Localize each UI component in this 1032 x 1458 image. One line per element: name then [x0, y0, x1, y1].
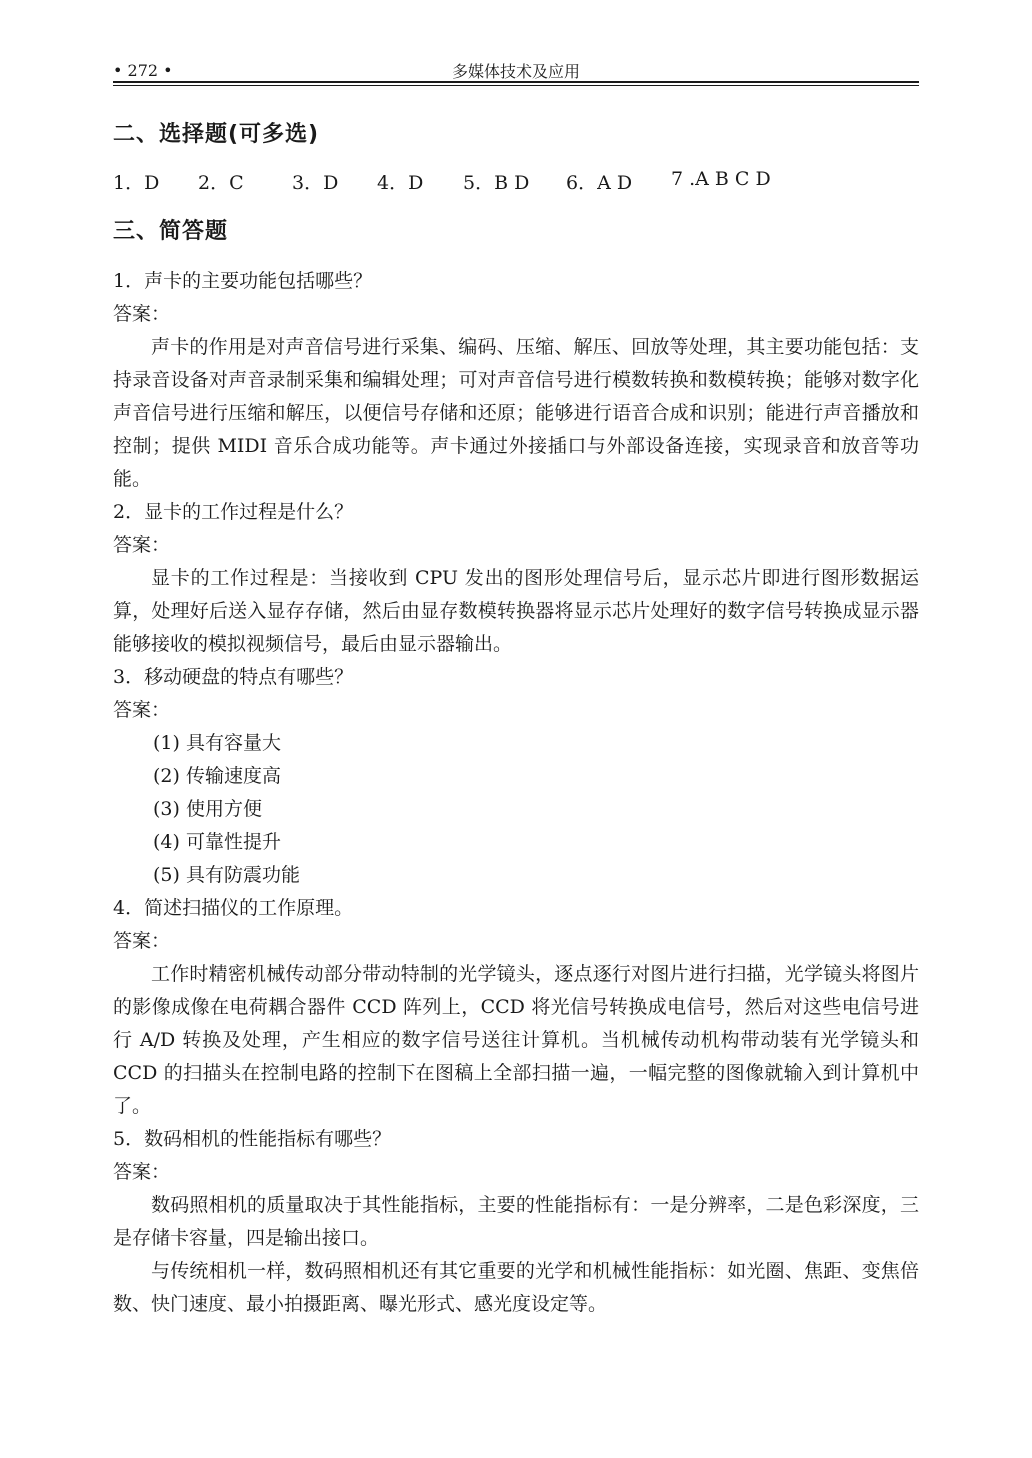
page-number: • 272 • [113, 61, 173, 80]
section-heading-multiple-choice: 二、选择题(可多选) [113, 122, 320, 147]
answer-5-paragraph-1: 数码照相机的质量取决于其性能指标，主要的性能指标有：一是分辨率，二是色彩深度，三是存储卡容量，四是输出接口。 [113, 1194, 919, 1249]
answer-2-paragraph: 显卡的工作过程是：当接收到 CPU 发出的图形处理信号后，显示芯片即进行图形数据运算，处理好后送入显存存储，然后由显存数模转换器将显示芯片处理好的数字信号转换成显示器能够接收的模拟视频信号，最后由显示器输出。 [113, 567, 919, 655]
section-heading-short-answer: 三、简答题 [113, 219, 229, 244]
short-answer-content [113, 265, 919, 1321]
list-item: (2) 传输速度高 [153, 765, 281, 787]
choice-answer-2: 2．C [198, 172, 244, 194]
question-5: 5．数码相机的性能指标有哪些？ [113, 1128, 392, 1150]
choice-answer-4: 4．D [377, 172, 424, 194]
page-header [113, 57, 919, 83]
header-rule-thick [113, 81, 919, 83]
list-item: (4) 可靠性提升 [153, 831, 281, 853]
answer-label-2: 答案： [113, 534, 171, 556]
list-item: (5) 具有防震功能 [153, 864, 300, 886]
answer-label-5: 答案： [113, 1161, 171, 1183]
choice-answer-7: 7 .A B C D [671, 168, 771, 190]
choice-answer-3: 3．D [292, 172, 339, 194]
header-rule-thin [113, 85, 919, 86]
answer-4-paragraph: 工作时精密机械传动部分带动特制的光学镜头，逐点逐行对图片进行扫描，光学镜头将图片的影像成像在电荷耦合器件 CCD 阵列上，CCD 将光信号转换成电信号，然后对这些电信号进行 A/D 转换及处理，产生相应的数字信号送往计算机。当机械传动机构带动装有光学镜头和 CCD 的扫描头在控制电路的控制下在图稿上全部扫描一遍，一幅完整的图像就输入到计算机中了。 [113, 963, 919, 1117]
answer-label-1: 答案： [113, 303, 171, 325]
choice-answer-6: 6．A D [566, 172, 633, 194]
running-title: 多媒体技术及应用 [451, 62, 580, 81]
answer-label-3: 答案： [113, 699, 171, 721]
question-3: 3．移动硬盘的特点有哪些？ [113, 666, 354, 688]
choice-answer-1: 1．D [113, 172, 160, 194]
question-1: 1．声卡的主要功能包括哪些？ [113, 270, 373, 292]
choice-answers [113, 168, 919, 196]
choice-answer-5: 5．B D [463, 172, 530, 194]
answer-label-4: 答案： [113, 930, 171, 952]
question-4: 4．简述扫描仪的工作原理。 [113, 897, 354, 919]
list-item: (3) 使用方便 [153, 798, 262, 820]
answer-5-paragraph-2: 与传统相机一样，数码照相机还有其它重要的光学和机械性能指标：如光圈、焦距、变焦倍数、快门速度、最小拍摄距离、曝光形式、感光度设定等。 [113, 1260, 919, 1315]
list-item: (1) 具有容量大 [153, 732, 281, 754]
question-2: 2．显卡的工作过程是什么？ [113, 501, 354, 523]
answer-1-paragraph: 声卡的作用是对声音信号进行采集、编码、压缩、解压、回放等处理，其主要功能包括：支持录音设备对声音录制采集和编辑处理；可对声音信号进行模数转换和数模转换；能够对数字化声音信号进行压缩和解压，以便信号存储和还原；能够进行语音合成和识别；能进行声音播放和控制；提供 MIDI 音乐合成功能等。声卡通过外接插口与外部设备连接，实现录音和放音等功能。 [113, 336, 919, 490]
